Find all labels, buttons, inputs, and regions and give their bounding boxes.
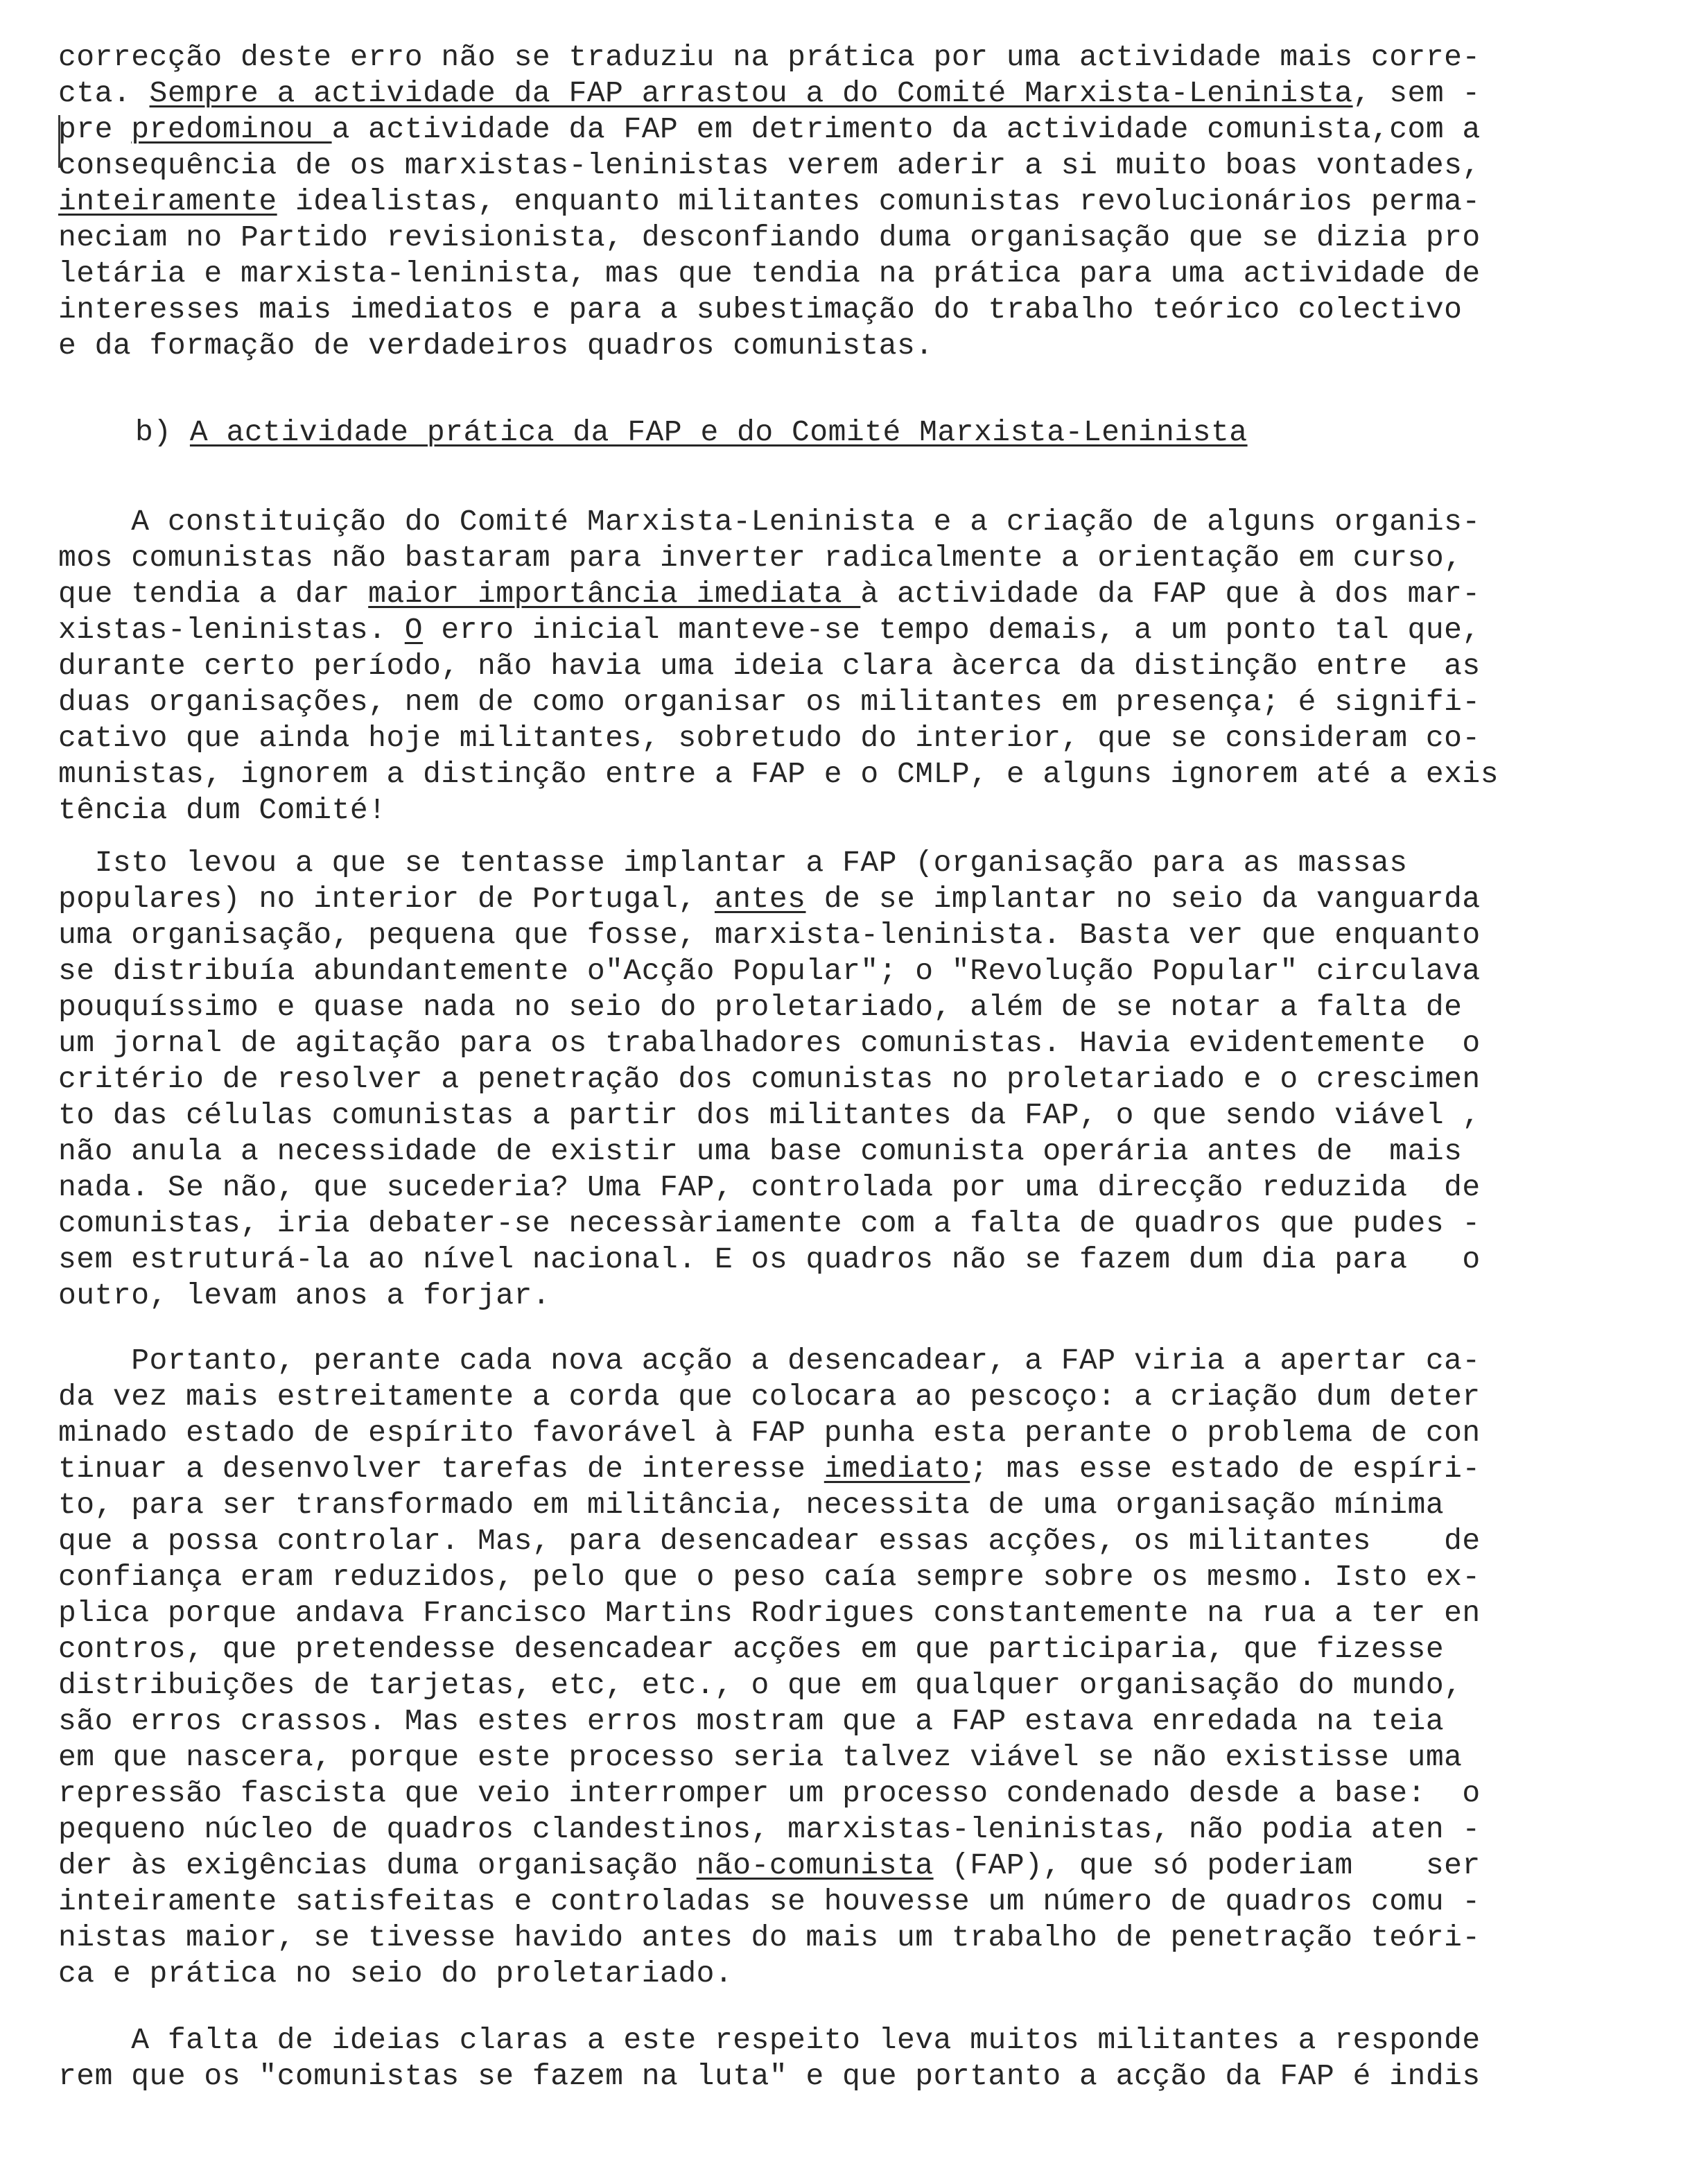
text-line: durante certo período, não havia uma ideia clara àcerca da distinção entre as <box>58 649 1481 683</box>
text-line: se distribuía abundantemente o"Acção Popular"; o "Revolução Popular" circulava <box>58 954 1481 988</box>
text-line: tência dum Comité! <box>58 793 387 827</box>
text-line: ca e prática no seio do proletariado. <box>58 1957 733 1991</box>
underlined-word: não-comunista <box>696 1848 934 1882</box>
text-line: mos comunistas não bastaram para inverter radicalmente a orientação em curso, <box>58 541 1463 575</box>
text-line: são erros crassos. Mas estes erros mostram que a FAP estava enredada na teia <box>58 1704 1445 1738</box>
text-line: plica porque andava Francisco Martins Rodrigues constantemente na rua a ter en <box>58 1596 1481 1630</box>
text-line: Portanto, perante cada nova acção a desencadear, a FAP viria a apertar ca- <box>58 1344 1481 1378</box>
text-line: pequeno núcleo de quadros clandestinos, marxistas-leninistas, não podia aten - <box>58 1812 1481 1846</box>
text-line: repressão fascista que veio interromper um processo condenado desde a base: o <box>58 1776 1481 1810</box>
text-line: não anula a necessidade de existir uma base comunista operária antes de mais <box>58 1134 1463 1168</box>
text-line: sem estruturá-la ao nível nacional. E os quadros não se fazem dum dia para o <box>58 1242 1481 1276</box>
text-line: to das células comunistas a partir dos militantes da FAP, o que sendo viável , <box>58 1098 1481 1132</box>
text-line: comunistas, iria debater-se necessàriamente com a falta de quadros que pudes - <box>58 1206 1481 1240</box>
text-line: pre predominou a actividade da FAP em detrimento da actividade comunista,com a <box>58 112 1481 146</box>
text-line: critério de resolver a penetração dos comunistas no proletariado e o crescimen <box>58 1062 1481 1096</box>
text-line: confiança eram reduzidos, pelo que o peso caía sempre sobre os mesmo. Isto ex- <box>58 1560 1481 1594</box>
text-line: A falta de ideias claras a este respeito leva muitos militantes a responde <box>58 2023 1481 2057</box>
text-line: um jornal de agitação para os trabalhadores comunistas. Havia evidentemente o <box>58 1026 1481 1060</box>
text-line: que a possa controlar. Mas, para desencadear essas acções, os militantes de <box>58 1524 1481 1558</box>
text-line: populares) no interior de Portugal, antes de se implantar no seio da vanguarda <box>58 882 1481 916</box>
text-line: Isto levou a que se tentasse implantar a FAP (organisação para as massas <box>58 846 1408 880</box>
underlined-word: imediato <box>824 1452 970 1486</box>
text-line: neciam no Partido revisionista, desconfiando duma organisação que se dizia pro <box>58 220 1481 254</box>
text-line: letária e marxista-leninista, mas que tendia na prática para uma actividade de <box>58 257 1481 291</box>
text-line: tinuar a desenvolver tarefas de interesse imediato; mas esse estado de espíri- <box>58 1452 1481 1486</box>
text-line: nistas maior, se tivesse havido antes do mais um trabalho de penetração teóri- <box>58 1921 1481 1955</box>
text-line: consequência de os marxistas-leninistas verem aderir a si muito boas vontades, <box>58 148 1481 182</box>
underlined-word: inteiramente <box>58 184 277 218</box>
text-line: cativo que ainda hoje militantes, sobretudo do interior, que se consideram co- <box>58 721 1481 755</box>
underlined-phrase: Sempre a actividade da FAP arrastou a do Comité Marxista-Leninista <box>149 76 1353 110</box>
text-line: to, para ser transformado em militância, necessita de uma organisação mínima <box>58 1488 1445 1522</box>
text-line: inteiramente idealistas, enquanto militantes comunistas revolucionários perma- <box>58 184 1481 218</box>
underlined-word: predominou <box>131 112 332 146</box>
text-line: uma organisação, pequena que fosse, marxista-leninista. Basta ver que enquanto <box>58 918 1481 952</box>
text-line: em que nascera, porque este processo seria talvez viável se não existisse uma <box>58 1740 1463 1774</box>
text-line: der às exigências duma organisação não-comunista (FAP), que só poderiam ser <box>58 1848 1481 1882</box>
text-line: nada. Se não, que sucederia? Uma FAP, controlada por uma direcção reduzida de <box>58 1170 1481 1204</box>
underlined-phrase: maior importância imediata <box>368 577 861 611</box>
text-line: que tendia a dar maior importância imediata à actividade da FAP que à dos mar- <box>58 577 1481 611</box>
text-line: distribuições de tarjetas, etc, etc., o que em qualquer organisação do mundo, <box>58 1668 1463 1702</box>
text-line: contros, que pretendesse desencadear acções em que participaria, que fizesse <box>58 1632 1445 1666</box>
text-line: cta. Sempre a actividade da FAP arrastou a do Comité Marxista-Leninista, sem - <box>58 76 1481 110</box>
section-heading: b) A actividade prática da FAP e do Comité Marxista-Leninista <box>135 415 1248 449</box>
text-line: minado estado de espírito favorável à FAP punha esta perante o problema de con <box>58 1416 1481 1450</box>
text-line: rem que os "comunistas se fazem na luta" e que portanto a acção da FAP é indis <box>58 2059 1481 2093</box>
text-line: da vez mais estreitamente a corda que colocara ao pescoço: a criação dum deter <box>58 1380 1481 1414</box>
text-line: duas organisações, nem de como organisar os militantes em presença; é signifi- <box>58 685 1481 719</box>
text-line: xistas-leninistas. O erro inicial manteve-se tempo demais, a um ponto tal que, <box>58 613 1481 647</box>
text-line: A constituição do Comité Marxista-Leninista e a criação de alguns organis- <box>58 505 1481 539</box>
text-line: munistas, ignorem a distinção entre a FAP e o CMLP, e alguns ignorem até a exis <box>58 757 1499 791</box>
heading-title: A actividade prática da FAP e do Comité Marxista-Leninista <box>189 415 1248 449</box>
text-line: correcção deste erro não se traduziu na prática por uma actividade mais corre- <box>58 40 1481 74</box>
underlined-word: antes <box>714 882 806 916</box>
text-line: interesses mais imediatos e para a subestimação do trabalho teórico colectivo <box>58 293 1463 327</box>
text-line: inteiramente satisfeitas e controladas se houvesse um número de quadros comu - <box>58 1884 1481 1918</box>
text-line: outro, levam anos a forjar. <box>58 1279 551 1312</box>
text-line: pouquíssimo e quase nada no seio do proletariado, além de se notar a falta de <box>58 990 1463 1024</box>
text-line: e da formação de verdadeiros quadros comunistas. <box>58 329 934 363</box>
